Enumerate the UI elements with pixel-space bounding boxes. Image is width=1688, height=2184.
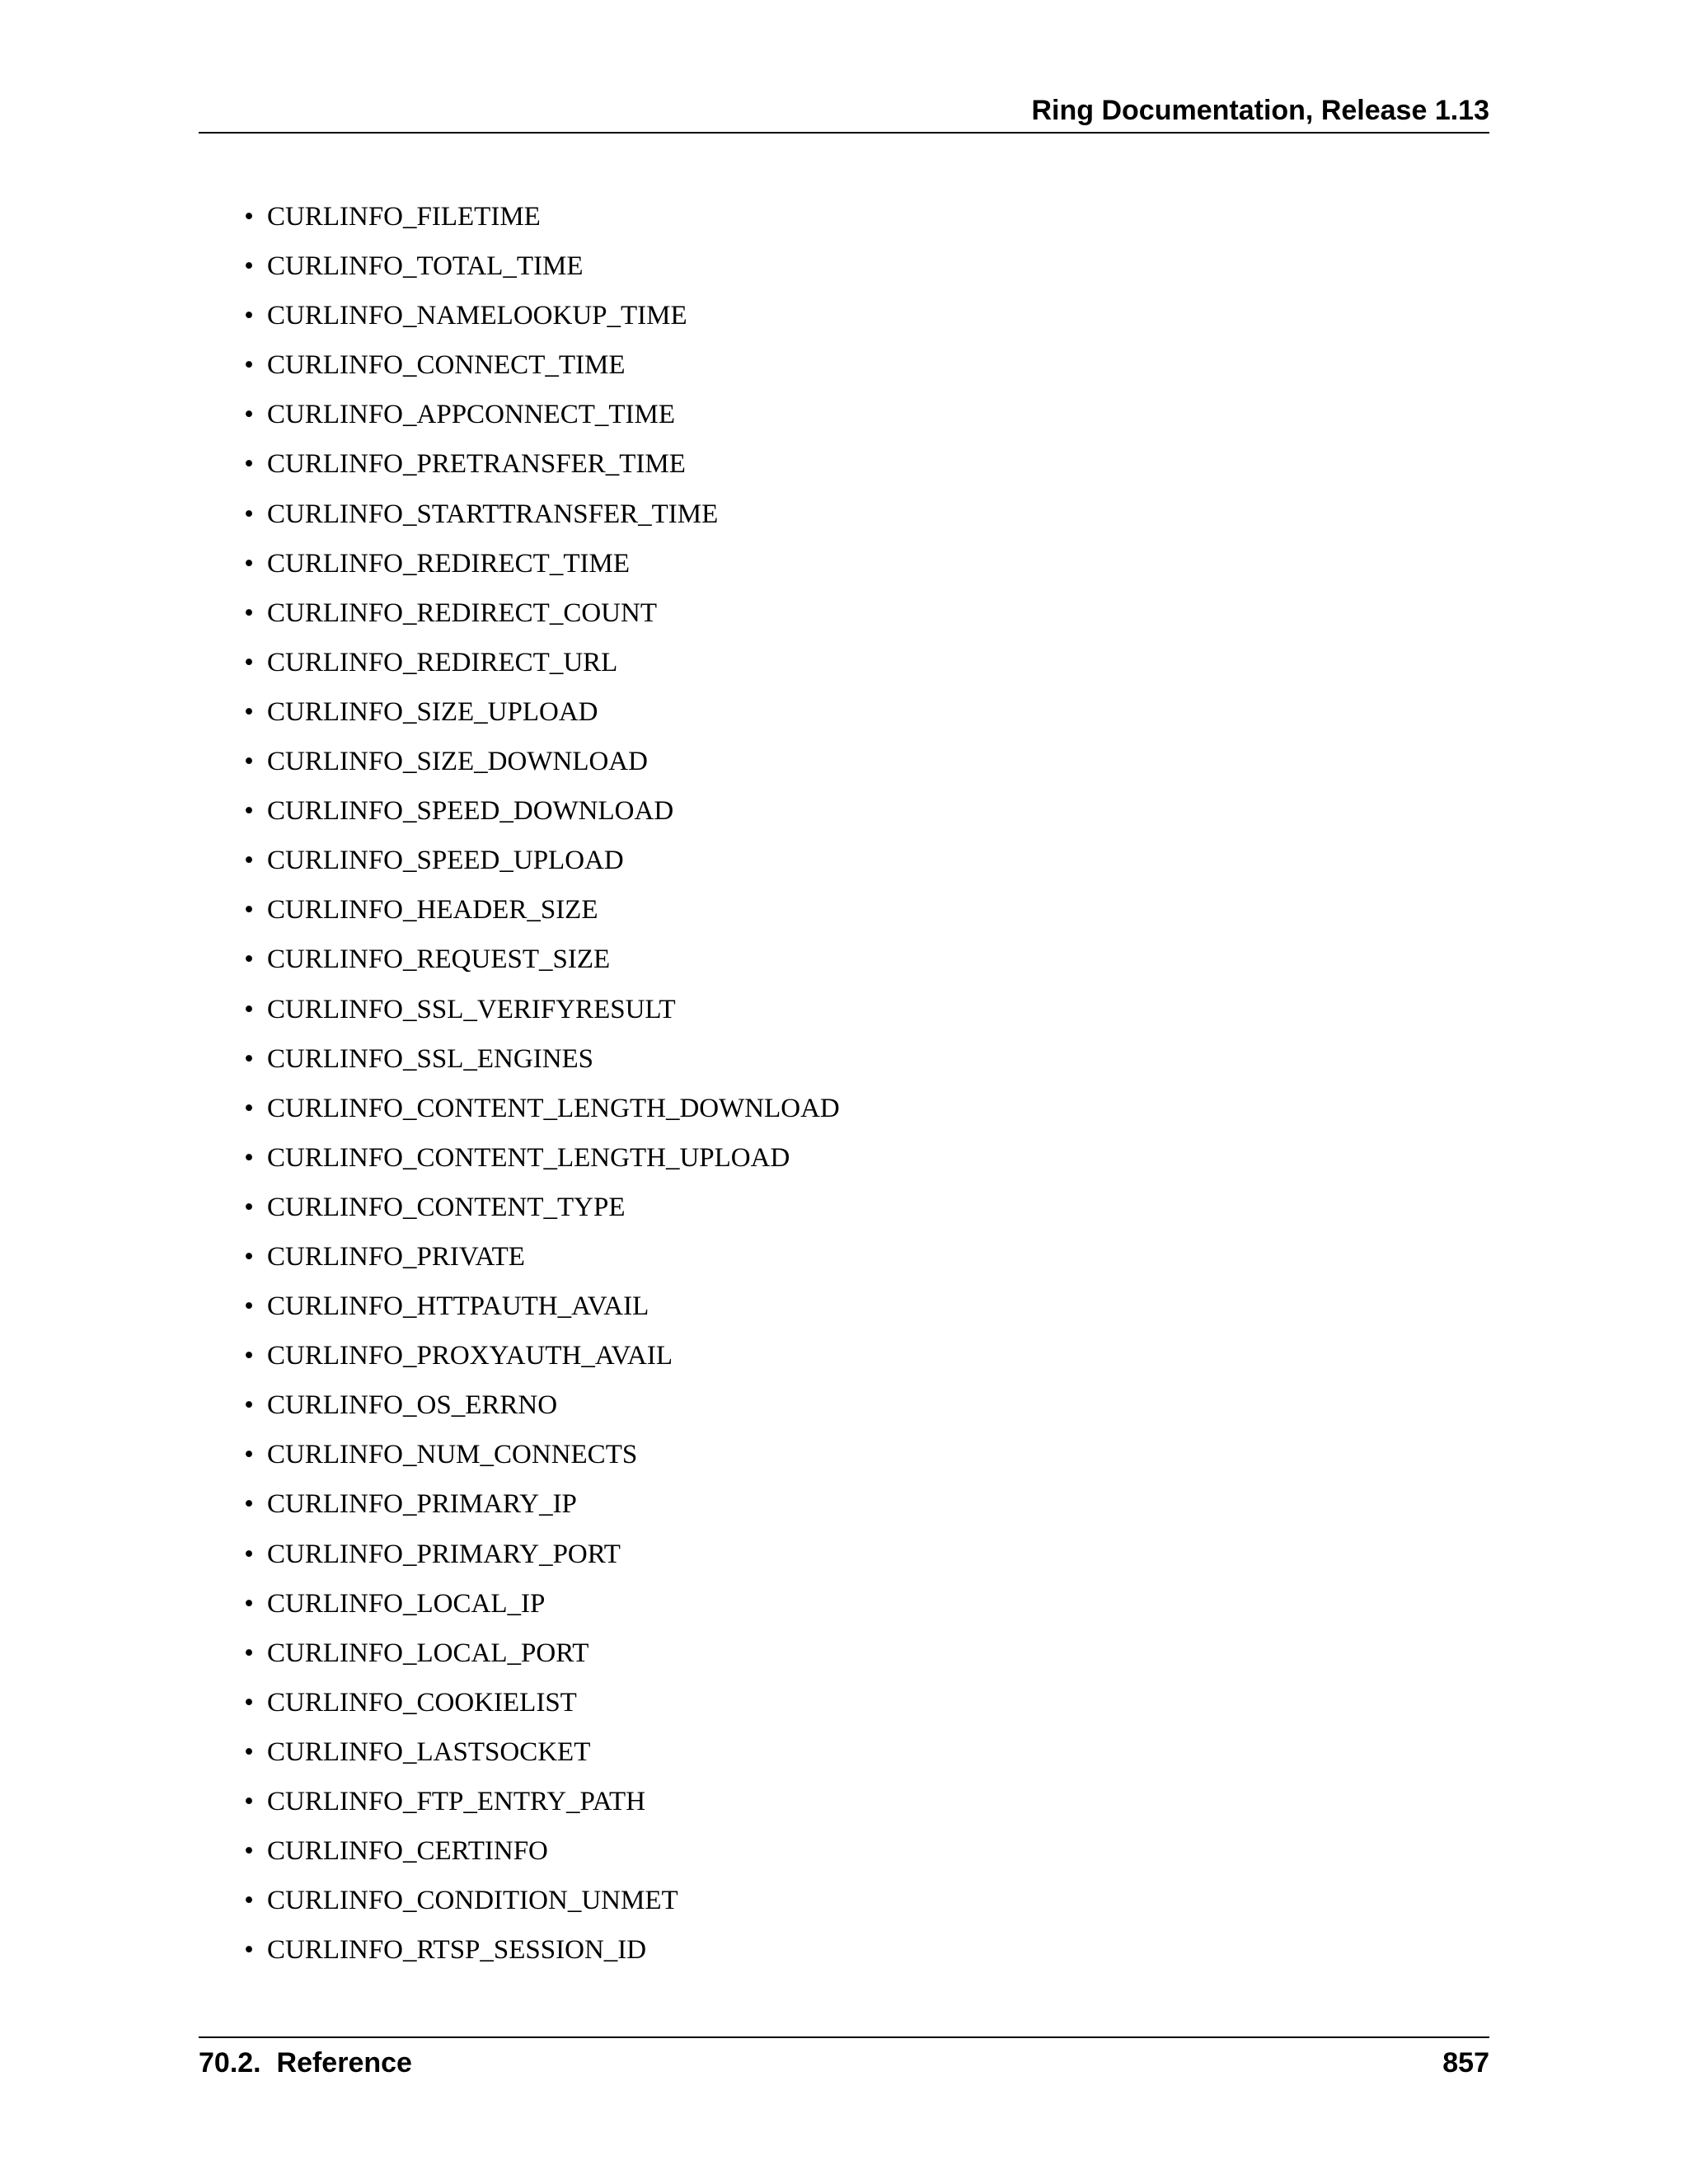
bullet-icon: • [244, 1687, 254, 1718]
list-item-label: CURLINFO_CONDITION_UNMET [267, 1886, 678, 1916]
list-item-label: CURLINFO_LASTSOCKET [267, 1736, 591, 1767]
page-number: 857 [1442, 2047, 1489, 2079]
list-item-label: CURLINFO_OS_ERRNO [267, 1390, 558, 1421]
bullet-icon: • [244, 1440, 254, 1470]
bullet-icon: • [244, 1093, 254, 1123]
bullet-icon: • [244, 1341, 254, 1371]
page-footer [199, 2036, 1489, 2088]
bullet-icon: • [244, 846, 254, 876]
bullet-icon: • [244, 1043, 254, 1074]
list-item-label: CURLINFO_SPEED_UPLOAD [267, 846, 624, 876]
list-item-label: CURLINFO_PRETRANSFER_TIME [267, 449, 686, 480]
list-item-label: CURLINFO_HEADER_SIZE [267, 895, 598, 926]
list-item-label: CURLINFO_APPCONNECT_TIME [267, 400, 676, 430]
bullet-icon: • [244, 944, 254, 975]
list-item-label: CURLINFO_REDIRECT_COUNT [267, 598, 658, 628]
list-item-label: CURLINFO_LOCAL_PORT [267, 1638, 589, 1668]
bullet-icon: • [244, 994, 254, 1024]
list-item-label: CURLINFO_CONTENT_LENGTH_DOWNLOAD [267, 1093, 840, 1123]
list-item-label: CURLINFO_PROXYAUTH_AVAIL [267, 1341, 673, 1371]
list-item-label: CURLINFO_PRIMARY_IP [267, 1489, 577, 1520]
bullet-icon: • [244, 1736, 254, 1767]
list-item-label: CURLINFO_REQUEST_SIZE [267, 944, 611, 975]
bullet-icon: • [244, 1588, 254, 1619]
list-item-label: CURLINFO_SPEED_DOWNLOAD [267, 796, 674, 827]
list-item-label: CURLINFO_STARTTRANSFER_TIME [267, 499, 719, 529]
bullet-icon: • [244, 1192, 254, 1222]
list-item-label: CURLINFO_CONTENT_TYPE [267, 1192, 626, 1222]
bullet-icon: • [244, 1638, 254, 1668]
list-item-label: CURLINFO_NUM_CONNECTS [267, 1440, 638, 1470]
list-item-label: CURLINFO_CERTINFO [267, 1836, 548, 1867]
bullet-icon: • [244, 1787, 254, 1816]
list-item-label: CURLINFO_FTP_ENTRY_PATH [267, 1787, 646, 1816]
document-title: Ring Documentation, Release 1.13 [1031, 95, 1489, 126]
list-item-label: CURLINFO_FILETIME [267, 202, 541, 232]
list-item-label: CURLINFO_NAMELOOKUP_TIME [267, 301, 687, 331]
bullet-icon: • [244, 598, 254, 628]
list-item-label: CURLINFO_REDIRECT_TIME [267, 548, 630, 579]
bullet-icon: • [244, 747, 254, 777]
bullet-icon: • [244, 202, 254, 232]
list-item-label: CURLINFO_LOCAL_IP [267, 1588, 546, 1619]
bullet-icon: • [244, 796, 254, 827]
bullet-icon: • [244, 1142, 254, 1173]
list-item-label: CURLINFO_SSL_ENGINES [267, 1043, 594, 1074]
bullet-icon: • [244, 548, 254, 579]
list-item-label: CURLINFO_TOTAL_TIME [267, 251, 584, 282]
bullet-icon: • [244, 449, 254, 480]
bullet-icon: • [244, 1291, 254, 1322]
list-item-label: CURLINFO_RTSP_SESSION_ID [267, 1935, 647, 1966]
section-label: 70.2. Reference [199, 2047, 412, 2079]
bullet-icon: • [244, 1489, 254, 1520]
bullet-icon: • [244, 1241, 254, 1272]
list-item-label: CURLINFO_REDIRECT_URL [267, 647, 618, 677]
page-header [199, 91, 1489, 134]
list-item-label: CURLINFO_CONTENT_LENGTH_UPLOAD [267, 1142, 790, 1173]
list-item-label: CURLINFO_CONNECT_TIME [267, 350, 626, 381]
bullet-icon: • [244, 696, 254, 727]
list-item-label: CURLINFO_COOKIELIST [267, 1687, 577, 1718]
bullet-icon: • [244, 1886, 254, 1916]
bullet-icon: • [244, 1836, 254, 1867]
bullet-icon: • [244, 647, 254, 677]
list-item-label: CURLINFO_SSL_VERIFYRESULT [267, 994, 676, 1024]
bullet-icon: • [244, 499, 254, 529]
bullet-icon: • [244, 895, 254, 926]
bullet-icon: • [244, 1390, 254, 1421]
list-item-label: CURLINFO_HTTPAUTH_AVAIL [267, 1291, 649, 1322]
list-item-label: CURLINFO_SIZE_DOWNLOAD [267, 747, 648, 777]
bullet-icon: • [244, 350, 254, 381]
bullet-icon: • [244, 301, 254, 331]
bullet-icon: • [244, 1935, 254, 1966]
list-item-label: CURLINFO_SIZE_UPLOAD [267, 696, 598, 727]
list-item-label: CURLINFO_PRIMARY_PORT [267, 1539, 621, 1569]
bullet-icon: • [244, 1539, 254, 1569]
bullet-icon: • [244, 251, 254, 282]
list-item-label: CURLINFO_PRIVATE [267, 1241, 525, 1272]
bullet-icon: • [244, 400, 254, 430]
